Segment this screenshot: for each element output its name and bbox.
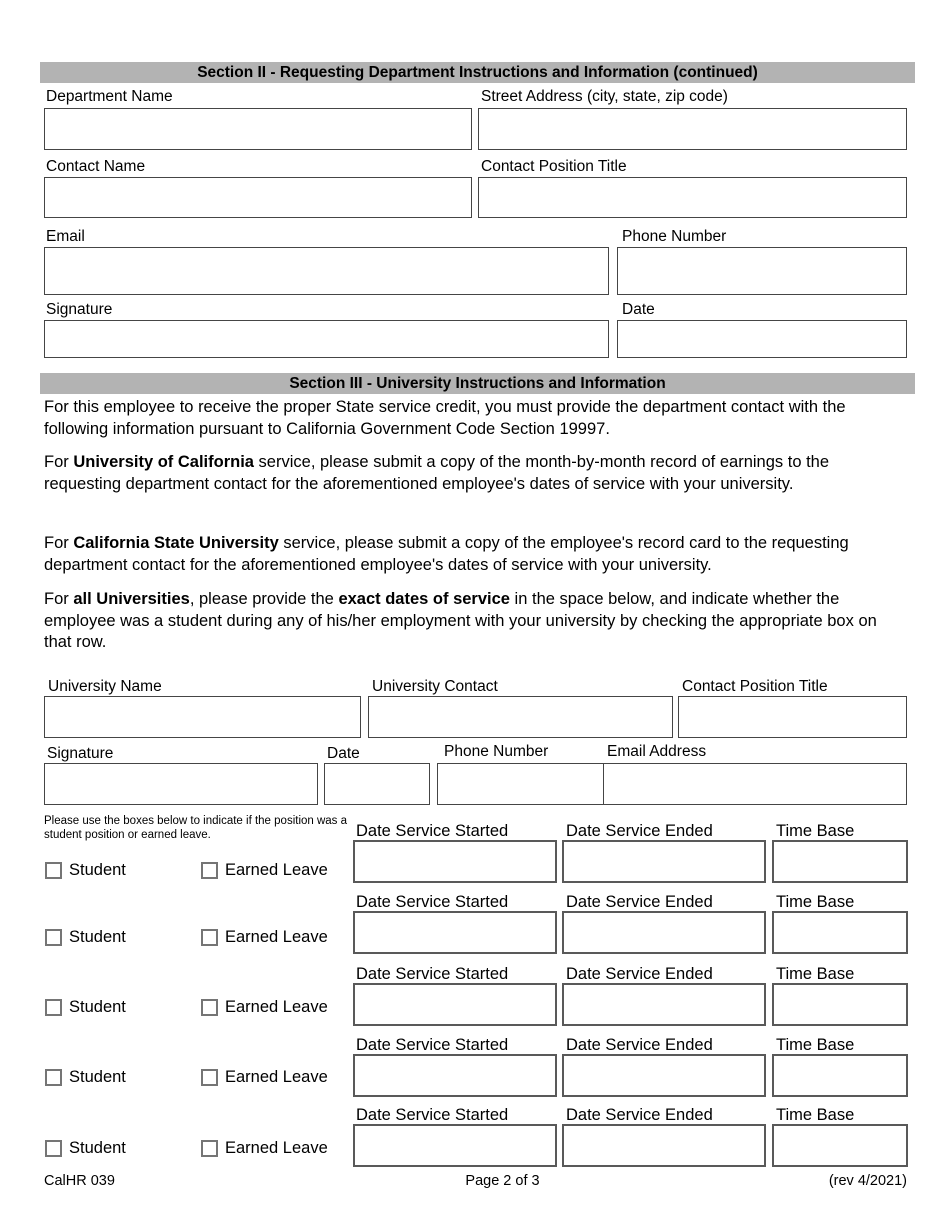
earned-leave-checkbox-label: Earned Leave (225, 1068, 328, 1086)
university-date-label: Date (327, 745, 360, 762)
student-checkbox[interactable] (45, 929, 62, 946)
footer-revision: (rev 4/2021) (828, 1173, 907, 1189)
date-service-ended-field[interactable] (562, 1054, 766, 1097)
street-address-field[interactable] (478, 108, 907, 150)
university-date-field[interactable] (324, 763, 430, 805)
time-base-field[interactable] (772, 1054, 908, 1097)
earned-leave-checkbox[interactable] (201, 1140, 218, 1157)
date-service-started-field[interactable] (353, 911, 557, 954)
section2-header: Section II - Requesting Department Instructions and Information (continued) (40, 62, 915, 83)
paragraph-text: For (44, 590, 74, 608)
date-service-ended-field[interactable] (562, 840, 766, 883)
student-checkbox-label: Student (69, 928, 126, 946)
earned-leave-checkbox-label: Earned Leave (225, 998, 328, 1016)
student-checkbox-label: Student (69, 998, 126, 1016)
date-service-ended-field[interactable] (562, 983, 766, 1026)
earned-leave-checkbox[interactable] (201, 999, 218, 1016)
student-checkbox[interactable] (45, 862, 62, 879)
phone-number-label: Phone Number (622, 228, 727, 245)
paragraph-text: For (44, 453, 74, 471)
time-base-field[interactable] (772, 840, 908, 883)
signature-field[interactable] (44, 320, 609, 358)
date-service-ended-label: Date Service Ended (566, 1106, 713, 1124)
time-base-label: Time Base (776, 893, 855, 911)
earned-leave-checkbox-label: Earned Leave (225, 861, 328, 879)
time-base-label: Time Base (776, 965, 855, 983)
paragraph-bold-text: California State University (73, 534, 279, 552)
date-label: Date (622, 301, 655, 318)
signature-label: Signature (46, 301, 113, 318)
date-service-started-field[interactable] (353, 983, 557, 1026)
date-service-started-label: Date Service Started (356, 822, 509, 840)
student-checkbox[interactable] (45, 1069, 62, 1086)
footer-page-indicator: Page 2 of 3 (465, 1173, 540, 1189)
date-service-started-field[interactable] (353, 1124, 557, 1167)
university-contact-position-title-label: Contact Position Title (682, 678, 828, 695)
department-name-label: Department Name (46, 88, 173, 105)
university-email-address-field[interactable] (603, 763, 907, 805)
date-field[interactable] (617, 320, 907, 358)
date-service-ended-field[interactable] (562, 911, 766, 954)
department-name-field[interactable] (44, 108, 472, 150)
section3-header: Section III - University Instructions and Information (40, 373, 915, 394)
paragraph-text: in the space below, and indicate whether the employee was a student during any of his/her employment with your university by checking the appropriate box on that row. (44, 590, 877, 651)
paragraph-bold-text: all Universities (73, 590, 190, 608)
contact-name-label: Contact Name (46, 158, 146, 175)
earned-leave-checkbox[interactable] (201, 929, 218, 946)
university-phone-number-field[interactable] (437, 763, 605, 805)
section3-paragraph-3 (44, 533, 907, 576)
date-service-started-label: Date Service Started (356, 965, 509, 983)
paragraph-text: For (44, 534, 74, 552)
date-service-ended-field[interactable] (562, 1124, 766, 1167)
time-base-field[interactable] (772, 911, 908, 954)
time-base-label: Time Base (776, 1106, 855, 1124)
student-checkbox-label: Student (69, 861, 126, 879)
date-service-ended-label: Date Service Ended (566, 893, 713, 911)
email-label: Email (46, 228, 85, 245)
university-email-address-label: Email Address (607, 743, 707, 760)
date-service-started-field[interactable] (353, 1054, 557, 1097)
date-service-ended-label: Date Service Ended (566, 965, 713, 983)
student-checkbox[interactable] (45, 999, 62, 1016)
paragraph-bold-text: exact dates of service (338, 590, 510, 608)
paragraph-text: , please provide the (189, 590, 339, 608)
paragraph-text: service, please submit a copy of the employee's record card to the requesting department contact for the aforementioned employee's dates of service with your university. (44, 534, 849, 574)
earned-leave-checkbox-label: Earned Leave (225, 1139, 328, 1157)
time-base-label: Time Base (776, 822, 855, 840)
university-name-field[interactable] (44, 696, 361, 738)
university-phone-number-label: Phone Number (444, 743, 549, 760)
contact-position-title-field[interactable] (478, 177, 907, 218)
email-field[interactable] (44, 247, 609, 295)
student-checkbox[interactable] (45, 1140, 62, 1157)
earned-leave-checkbox[interactable] (201, 862, 218, 879)
date-service-started-field[interactable] (353, 840, 557, 883)
date-service-started-label: Date Service Started (356, 1036, 509, 1054)
date-service-ended-label: Date Service Ended (566, 1036, 713, 1054)
student-checkbox-label: Student (69, 1068, 126, 1086)
contact-position-title-label: Contact Position Title (481, 158, 627, 175)
paragraph-text: For this employee to receive the proper State service credit, you must provide the department contact with the following information pursuant to California Government Code Section 19997. (44, 398, 846, 438)
earned-leave-checkbox[interactable] (201, 1069, 218, 1086)
checkbox-instructions-note: Please use the boxes below to indicate if the position was a student position or earned leave. (44, 815, 348, 841)
university-contact-field[interactable] (368, 696, 673, 738)
date-service-started-label: Date Service Started (356, 1106, 509, 1124)
university-contact-label: University Contact (372, 678, 498, 695)
university-signature-label: Signature (47, 745, 114, 762)
university-name-label: University Name (48, 678, 162, 695)
time-base-label: Time Base (776, 1036, 855, 1054)
date-service-ended-label: Date Service Ended (566, 822, 713, 840)
earned-leave-checkbox-label: Earned Leave (225, 928, 328, 946)
time-base-field[interactable] (772, 983, 908, 1026)
paragraph-bold-text: University of California (73, 453, 254, 471)
time-base-field[interactable] (772, 1124, 908, 1167)
date-service-started-label: Date Service Started (356, 893, 509, 911)
phone-number-field[interactable] (617, 247, 907, 295)
footer-form-number: CalHR 039 (44, 1173, 115, 1189)
university-signature-field[interactable] (44, 763, 318, 805)
student-checkbox-label: Student (69, 1139, 126, 1157)
section3-paragraph-4 (44, 589, 907, 654)
university-contact-position-title-field[interactable] (678, 696, 907, 738)
section3-paragraph-1 (44, 397, 907, 440)
section3-paragraph-2 (44, 452, 907, 495)
paragraph-text: service, please submit a copy of the month-by-month record of earnings to the requesting department contact for the aforementioned employee's dates of service with your university. (44, 453, 830, 493)
street-address-label: Street Address (city, state, zip code) (481, 88, 728, 105)
contact-name-field[interactable] (44, 177, 472, 218)
